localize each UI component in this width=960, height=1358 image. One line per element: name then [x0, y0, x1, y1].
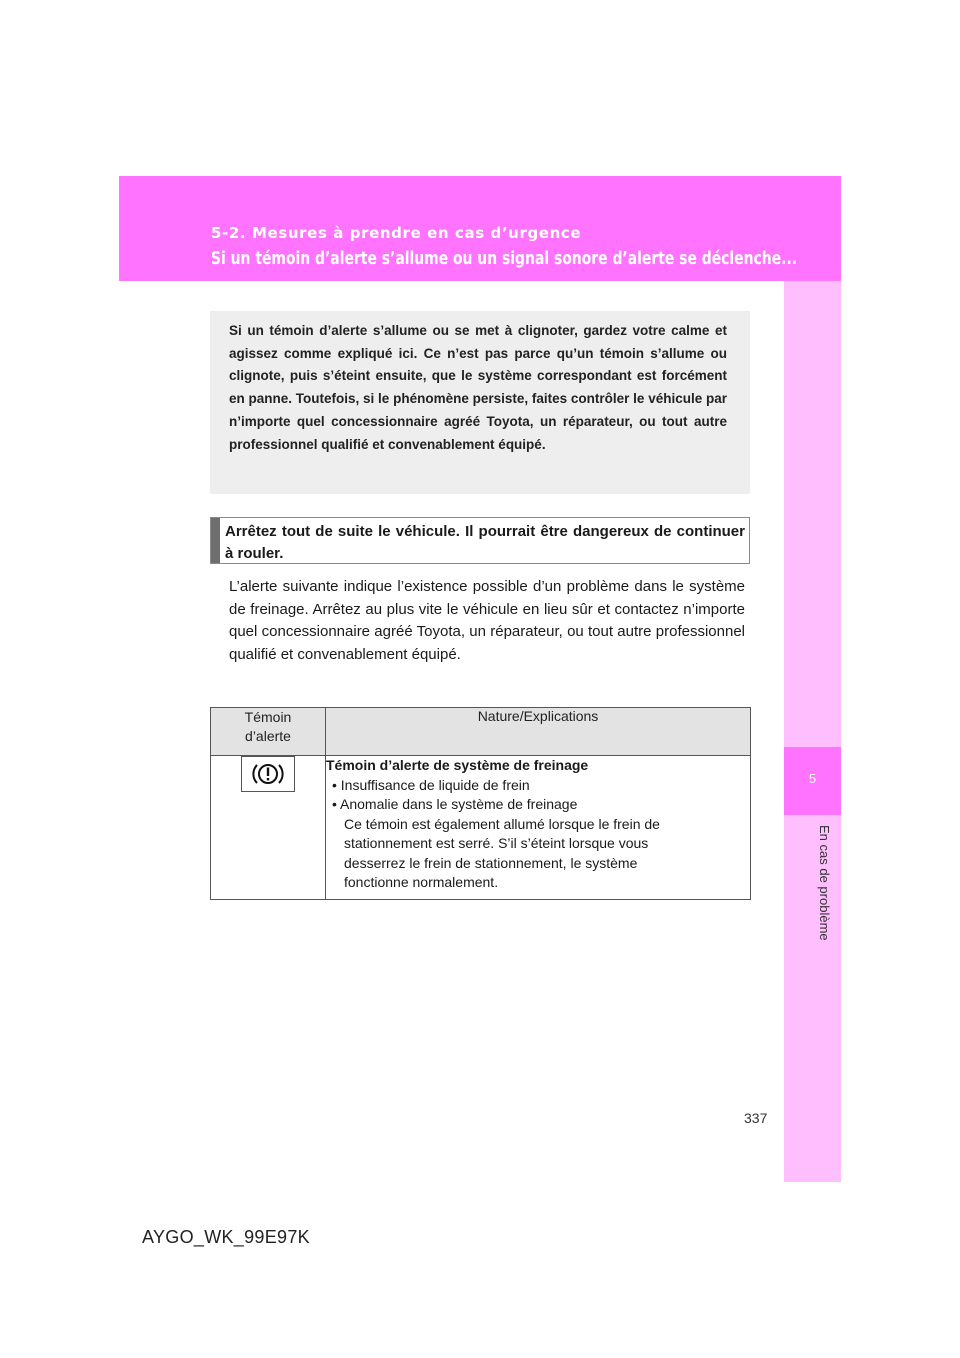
icon-cell [211, 756, 326, 900]
heading-accent-bar [211, 518, 220, 563]
description-note: desserrez le frein de stationnement, le système [344, 854, 638, 871]
column-header-warning-light [211, 708, 326, 756]
table-row [211, 756, 751, 900]
chapter-number-tab[interactable]: 5 [784, 747, 841, 815]
description-item: • Insuffisance de liquide de frein [332, 776, 530, 793]
column-header-nature: Nature/Explications [326, 708, 751, 756]
description-note: stationnement est serré. S’il s’éteint lorsque vous [344, 835, 649, 851]
page-number: 337 [744, 1110, 768, 1126]
warning-heading-box [210, 517, 750, 564]
description-note: fonctionne normalement. [344, 874, 499, 890]
description-note: Ce témoin est également allumé lorsque le frein de [344, 815, 660, 832]
warning-light-table [210, 707, 751, 900]
brake-warning-icon [241, 756, 295, 792]
description-cell [326, 756, 751, 900]
column-header-line-2: d’alerte [245, 728, 291, 744]
column-header-line-1: Témoin [244, 709, 292, 725]
document-code: AYGO_WK_99E97K [142, 1227, 310, 1247]
table-header-row [211, 708, 751, 756]
description-title: Témoin d’alerte de système de freinage [326, 757, 589, 773]
page-title: Si un témoin d’alerte s’allume ou un signal sonore d’alerte se déclenche... [211, 248, 798, 269]
chapter-label-text: En cas de problème [817, 825, 832, 941]
warning-heading: Arrêtez tout de suite le véhicule. Il pourrait être dangereux de continuer à rouler. [225, 523, 745, 562]
intro-box [210, 311, 750, 494]
chapter-side-tab [784, 281, 841, 1182]
intro-text: Si un témoin d’alerte s’allume ou se met à clignoter, gardez votre calme et agissez comme expliqué ici. Ce n’est pas parce qu’un témoin s’allume ou clignote, puis s’éteint ensuite, que le système correspondant est forcément en panne. Toutefois, si le phénomène persiste, faites contrôler le véhicule par n’importe quel concessionnaire agréé Toyota, un réparateur, ou tout autre professionnel qualifié et convenablement équipé. [229, 323, 727, 452]
chapter-header [119, 176, 841, 281]
body-paragraph: L’alerte suivante indique l’existence possible d’un problème dans le système de freinage. Arrêtez au plus vite le véhicule en lieu sûr et contactez n’importe quel concessionnaire agréé Toyota, un réparateur, ou tout autre professionnel qualifié et convenablement équipé. [229, 578, 745, 664]
description-item: • Anomalie dans le système de freinage [332, 796, 578, 812]
chapter-side-label [801, 825, 832, 965]
section-label: 5-2. Mesures à prendre en cas d’urgence [211, 224, 582, 242]
